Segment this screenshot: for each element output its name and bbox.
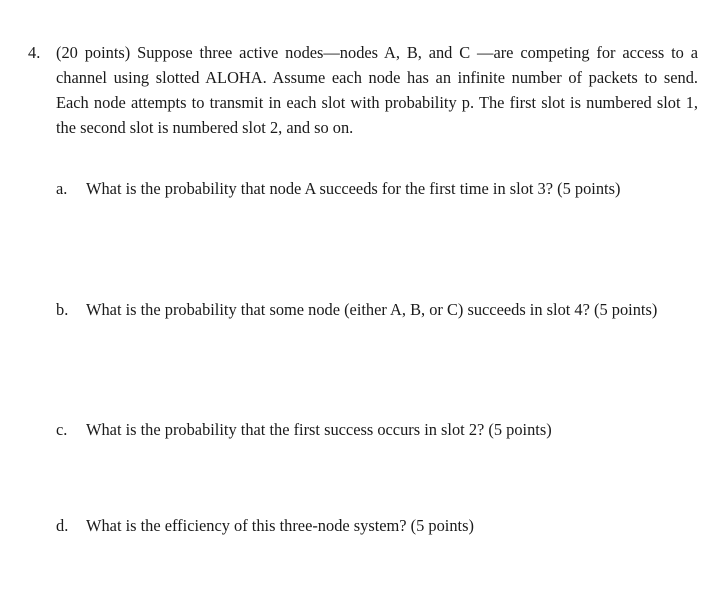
subquestion-letter: a. [56,179,68,198]
subquestion-text: What is the probability that some node (either A, B, or C) succeeds in slot 4? (5 points) [86,300,658,319]
subquestion-a [56,176,698,201]
subquestion-text: What is the efficiency of this three-node system? (5 points) [86,516,474,535]
question-number: 4. [28,43,41,62]
subquestion-b [56,297,698,322]
subquestion-d [56,513,698,538]
subquestion-text: What is the probability that node A succeeds for the first time in slot 3? (5 points) [86,179,621,198]
subquestion-letter: c. [56,420,68,439]
subquestion-text: What is the probability that the first success occurs in slot 2? (5 points) [86,420,552,439]
question-text: (20 points) Suppose three active nodes—nodes A, B, and C —are competing for access to a channel using slotted ALOHA. Assume each node has an infinite number of packets to send. Each node attempts to transmit in each slot with probability p. The first slot is numbered slot 1, the second slot is numbered slot 2, and so on. [56,43,698,137]
subquestion-c [56,417,698,442]
subquestion-letter: d. [56,516,69,535]
subquestion-letter: b. [56,300,69,319]
question-4 [28,40,698,535]
